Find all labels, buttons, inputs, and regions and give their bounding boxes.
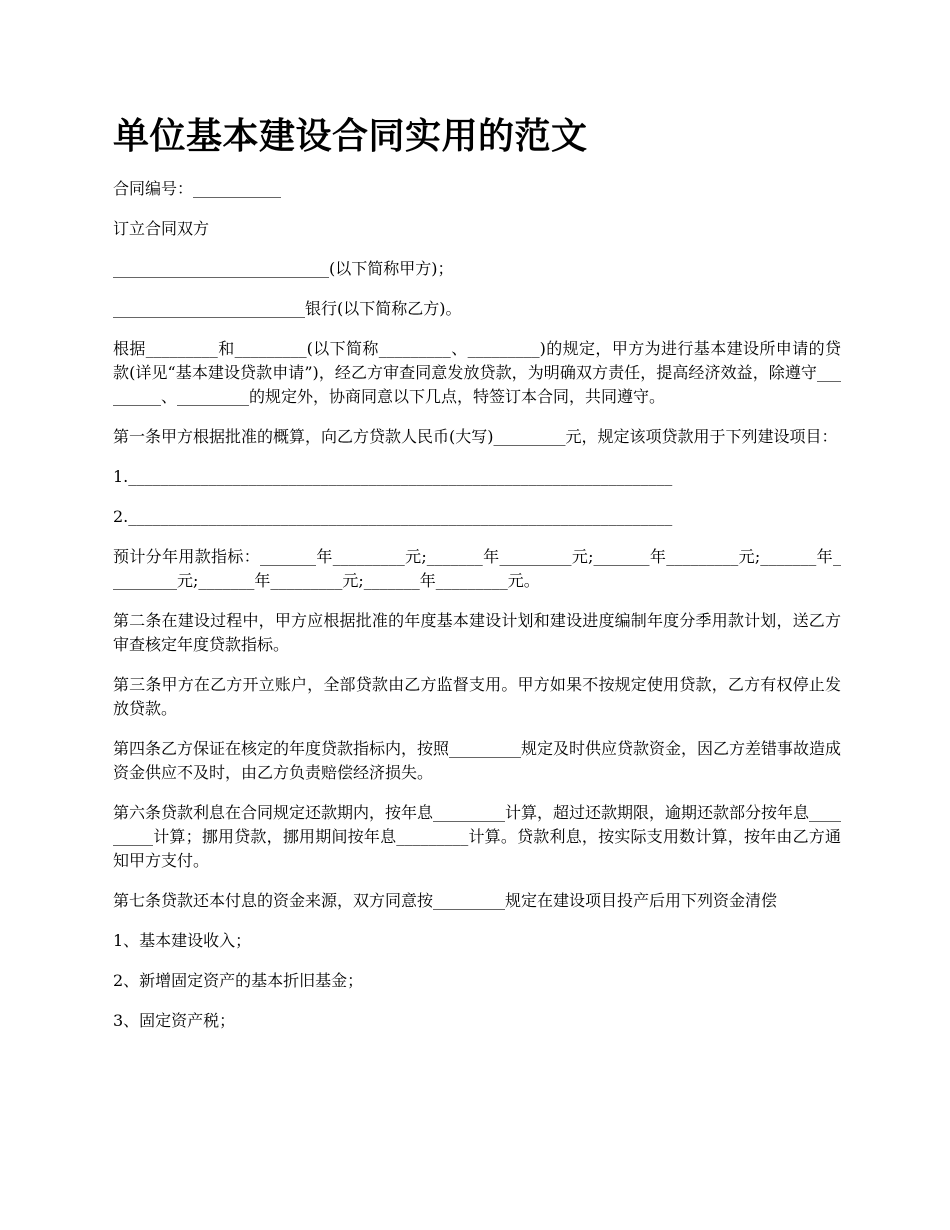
repayment-source-item-2: 2、新增固定资产的基本折旧基金；: [113, 971, 364, 990]
annual-usage-paragraph: 预计分年用款指标：_______年_________元;_______年_________元;_______年_________元;_______年_________元;_______年_________元;_______年_________元。: [113, 547, 841, 590]
article-2-paragraph: 第二条在建设过程中，甲方应根据批准的年度基本建设计划和建设进度编制年度分季用款计划，送乙方审查核定年度贷款指标。: [113, 611, 841, 654]
preamble-paragraph: 根据_________和_________(以下简称_________、_________)的规定，甲方为进行基本建设所申请的贷款(详见“基本建设贷款申请”)，经乙方审查同意发放贷款，为明确双方责任，提高经济效益，除遵守_________、_________的规定外，协商同意以下几点，特签订本合同，共同遵守。: [113, 339, 841, 406]
party-a-line: ___________________________(以下简称甲方)；: [113, 259, 454, 278]
project-line-2: 2.____________________________________________________________________: [113, 507, 673, 526]
contract-number-line: 合同编号：___________: [113, 179, 282, 198]
article-3-paragraph: 第三条甲方在乙方开立账户，全部贷款由乙方监督支用。甲方如果不按规定使用贷款，乙方有权停止发放贷款。: [113, 675, 841, 718]
article-4-paragraph: 第四条乙方保证在核定的年度贷款指标内，按照_________规定及时供应贷款资金，因乙方差错事故造成资金供应不及时，由乙方负责赔偿经济损失。: [113, 739, 842, 782]
article-7-paragraph: 第七条贷款还本付息的资金来源，双方同意按_________规定在建设项目投产后用下列资金清偿: [113, 891, 778, 910]
document-title: 单位基本建设合同实用的范文: [113, 115, 588, 157]
document-body: [113, 177, 841, 1049]
party-b-line: ________________________银行(以下简称乙方)。: [113, 299, 462, 318]
article-1-paragraph: 第一条甲方根据批准的概算，向乙方贷款人民币(大写)_________元，规定该项贷款用于下列建设项目：: [113, 427, 838, 446]
repayment-source-item-3: 3、固定资产税；: [113, 1011, 236, 1030]
repayment-source-item-1: 1、基本建设收入；: [113, 931, 252, 950]
project-line-1: 1.____________________________________________________________________: [113, 467, 673, 486]
article-6-paragraph: 第六条贷款利息在合同规定还款期内，按年息_________计算，超过还款期限，逾期还款部分按年息_________计算；挪用贷款，挪用期间按年息_________计算。贷款利息，按实际支用数计算，按年由乙方通知甲方支付。: [113, 803, 842, 870]
parties-heading: 订立合同双方: [113, 219, 210, 238]
